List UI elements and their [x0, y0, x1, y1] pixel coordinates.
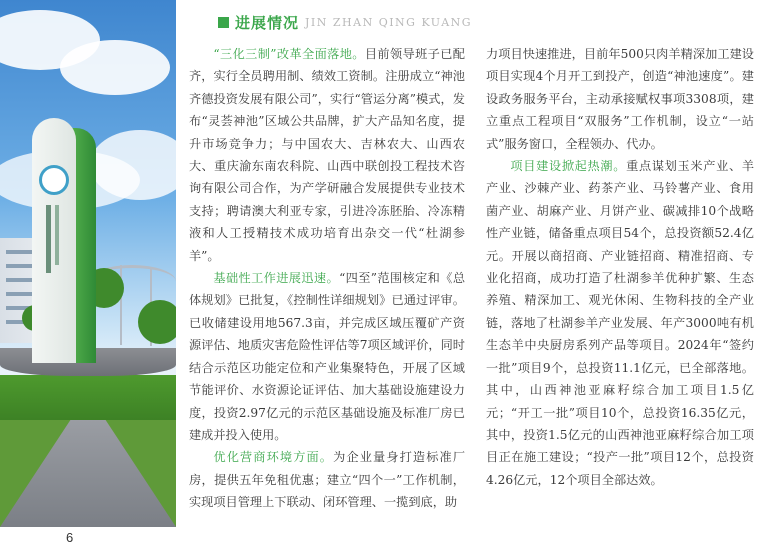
page-number: 6: [66, 530, 74, 545]
paragraph: [189, 446, 465, 513]
tree: [138, 300, 176, 344]
paragraph: [486, 155, 754, 491]
text-column-left: [189, 43, 465, 514]
paragraph-body: 力项目快速推进，目前年500只肉羊精深加工建设项目实现4个月开工到投产，创造“神池速度”。建设政务服务平台，主动承接赋权事项3308项，建立重点工程项目“双服务”工作机制，设立“一站式”服务窗口，全程领办、代办。: [486, 47, 754, 151]
paragraph-lead: “三化三制”改革全面落地。: [213, 47, 365, 61]
paragraph-body: 重点谋划玉米产业、羊产业、沙棘产业、药茶产业、马铃薯产业、食用菌产业、胡麻产业、月饼产业、碳减排10个战略性产业链，储备重点项目54个，总投资额52.4亿元。开展以商招商、产业链招商、精准招商、专业化招商，成功打造了杜湖参羊优种扩繁、生态养殖、精深加工、观光休闲、生物科技的全产业链，落地了杜湖参羊产业发展、年产3000吨有机生态羊中央厨房系列产品等项目。2024年“签约一批”项目9个，总投资11.1亿元，已全部落地。其中，山西神池亚麻籽综合加工项目1.5亿元；“开工一批”项目10个，总投资16.35亿元，其中，投资1.5亿元的山西神池亚麻籽综合加工项目正在施工建设；“投产一批”项目12个，总投资4.26亿元，12个项目全部达效。: [486, 159, 755, 487]
section-title-pinyin: JIN ZHAN QING KUANG: [305, 16, 473, 29]
section-title: 进展情况: [235, 14, 300, 32]
text-column-right: [486, 43, 754, 491]
monument-logo: [39, 165, 69, 195]
lawn: [0, 375, 176, 425]
paragraph-continuation: [486, 43, 754, 155]
paragraph-lead: 优化营商环境方面。: [213, 450, 334, 465]
paragraph-lead: 项目建设掀起热潮。: [510, 159, 627, 174]
monument-inscription: [46, 205, 51, 273]
monument-sign: [32, 118, 76, 363]
paragraph-lead: 基础性工作进展迅速。: [213, 271, 340, 286]
paragraph-body: “四至”范围核定和《总体规划》已批复，《控制性详细规划》已通过评审。已收储建设用地567.3亩，并完成区域压覆矿产资源评估、地质灾害危险性评估等7项区域评价，同时结合示范区功能定位和产业集聚特色，开展了区域节能评价、水资源论证评估、加大基础设施建设力度，投资2.97亿元的示范区基础设施及标准厂房已建成并投入使用。: [189, 271, 466, 442]
landmark-sign-photo: [0, 0, 176, 527]
paragraph-body: 为企业量身打造标准厂房，提供五年免租优惠；建立“四个一”工作机制，实现项目管理上下联动、闭环管理、一揽到底，助: [189, 450, 466, 510]
green-square-icon: [218, 17, 229, 28]
paragraph: [189, 267, 465, 446]
paragraph: [189, 43, 465, 267]
paragraph-body: 目前领导班子已配齐，实行全员聘用制、绩效工资制。注册成立“神池齐德投资发展有限公司”，实行“管运分离”模式，发布“灵荟神池”区域公共品牌，扩大产品知名度，提升市场竞争力；与中国农大、吉林农大、山西农大、重庆渝东南农科院、山西中联创投工程技术咨询有限公司合作，为产学研融合发展提供专业技术支持；聘请澳大利亚专家，引进冷冻胚胎、冷冻精液和人工授精技术成功培育出杂交一代“杜湖参羊”。: [189, 47, 465, 263]
cloud: [60, 40, 170, 95]
section-header: [218, 12, 472, 33]
monument-inscription: [55, 205, 59, 265]
